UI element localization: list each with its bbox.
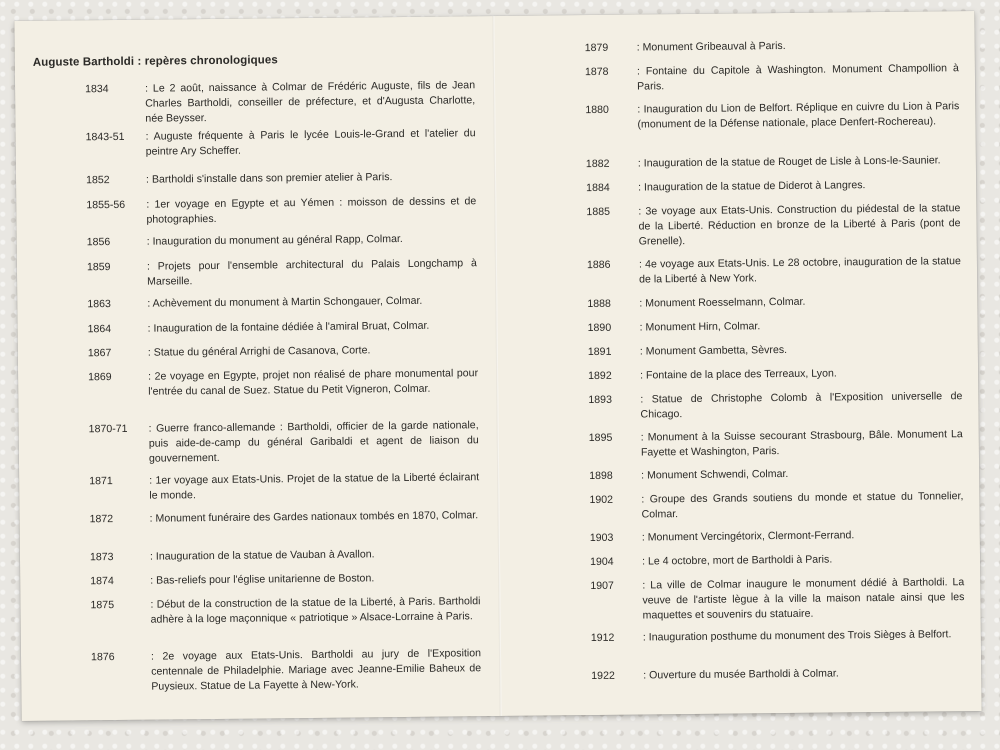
- entry-year: 1834: [85, 83, 109, 96]
- center-fold: [492, 16, 501, 716]
- entry-text: : Monument Roesselmann, Colmar.: [639, 295, 806, 310]
- entry-year: 1885: [586, 205, 611, 219]
- entry-year: 1875: [90, 599, 115, 612]
- entry-text: : Inauguration de la fontaine dédiée à l'amiral Bruat, Colmar.: [147, 319, 430, 335]
- entry-text: : Bas-reliefs pour l'église unitarienne de Boston.: [150, 572, 375, 587]
- entry-text: : Monument Gribeauval à Paris.: [636, 39, 786, 54]
- entry-text: : Ouverture du musée Bartholdi à Colmar.: [643, 667, 839, 682]
- entry-text: : Monument à la Suisse secourant Strasbourg, Bâle. Monument La Fayette et Washington, Paris.: [640, 428, 963, 459]
- entry-text: : Inauguration de la statue de Vauban à Avallon.: [149, 548, 375, 563]
- entry-year: 1856: [86, 236, 111, 249]
- entry-year: 1882: [585, 157, 610, 171]
- entry-year: 1884: [586, 181, 610, 195]
- entry-year: 1902: [589, 493, 614, 507]
- entry-year: 1870-71: [88, 422, 128, 436]
- entry-year: 1863: [87, 298, 111, 311]
- entry-year: 1878: [584, 65, 609, 79]
- entry-year: 1893: [588, 393, 613, 407]
- entry-year: 1852: [85, 174, 110, 187]
- entry-text: : Achèvement du monument à Martin Schongauer, Colmar.: [147, 294, 423, 310]
- entry-year: 1904: [589, 555, 614, 569]
- entry-text: : Guerre franco-allemande : Bartholdi, officier de la garde nationale, puis aide-de-camp du général Garibaldi et agent de liaison du gouvernement.: [148, 419, 479, 465]
- entry-year: 1872: [89, 513, 114, 526]
- entry-text: : Monument funéraire des Gardes nationaux tombés en 1870, Colmar.: [149, 509, 479, 525]
- entry-year: 1886: [586, 258, 611, 272]
- entry-year: 1871: [89, 475, 113, 488]
- entry-text: : Statue de Christophe Colomb à l'Exposition universelle de Chicago.: [640, 390, 963, 421]
- entry-text: : Inauguration du monument au général Rapp, Colmar.: [146, 232, 403, 248]
- entry-year: 1895: [588, 431, 613, 445]
- entry-year: 1879: [584, 41, 609, 55]
- entry-year: 1888: [587, 297, 611, 311]
- entry-text: : Début de la construction de la statue de la Liberté, à Paris. Bartholdi adhère à la loge maçonnique « patriotique » Alsace-Lorraine à Paris.: [150, 595, 481, 626]
- entry-year: 1859: [86, 261, 111, 274]
- entry-text: : Inauguration de la statue de Diderot à Langres.: [638, 179, 866, 194]
- entry-year: 1867: [87, 347, 112, 360]
- entry-text: : Monument Hirn, Colmar.: [639, 320, 761, 334]
- entry-year: 1874: [90, 575, 114, 588]
- entry-text: : Monument Schwendi, Colmar.: [641, 467, 789, 482]
- entry-text: : 3e voyage aux Etats-Unis. Construction du piédestal de la statue de la Liberté. Réduction en bronze de la Liberté à Paris (pont de Grenelle).: [638, 202, 961, 248]
- entry-year: 1898: [589, 469, 613, 483]
- entry-text: : Inauguration de la statue de Rouget de Lisle à Lons-le-Saunier.: [637, 154, 941, 170]
- right-column: [584, 11, 965, 683]
- entry-text: : Inauguration du Lion de Belfort. Réplique en cuivre du Lion à Paris (monument de la Défense nationale, place Denfert-Rochereau).: [637, 100, 960, 131]
- entry-year: 1891: [587, 345, 612, 359]
- entry-text: : Inauguration posthume du monument des Trois Sièges à Belfort.: [642, 628, 952, 644]
- entry-text: : 1er voyage en Egypte et au Yémen : moisson de dessins et de photographies.: [146, 195, 477, 226]
- entry-year: 1880: [585, 103, 609, 117]
- entry-text: : Monument Vercingétorix, Clermont-Ferrand.: [641, 529, 855, 544]
- entry-text: : Groupe des Grands soutiens du monde et statue du Tonnelier, Colmar.: [641, 490, 964, 521]
- entry-text: : Projets pour l'ensemble architectural du Palais Longchamp à Marseille.: [146, 257, 477, 288]
- entry-text: : Statue du général Arrighi de Casanova, Corte.: [147, 344, 371, 359]
- entry-text: : 2e voyage aux Etats-Unis. Bartholdi au jury de l'Exposition centennale de Philadelphie. Mariage avec Jeanne-Emilie Baheux de Puysieux. Statue de La Fayette à New-York.: [150, 647, 482, 693]
- entry-text: : Fontaine de la place des Terreaux, Lyon.: [640, 367, 837, 382]
- entry-year: 1922: [591, 669, 615, 683]
- entry-text: : 2e voyage en Egypte, projet non réalisé de phare monumental pour l'entrée du canal de Suez. Statue du Petit Vigneron, Colmar.: [148, 367, 479, 398]
- entry-text: : 1er voyage aux Etats-Unis. Projet de la statue de la Liberté éclairant le monde.: [149, 471, 480, 502]
- entry-year: 1907: [590, 579, 614, 593]
- entry-year: 1903: [589, 531, 614, 545]
- entry-text: : La ville de Colmar inaugure le monument dédié à Bartholdi. La veuve de l'artiste lègue à la ville la maison natale ainsi que les maquettes et souvenirs du statuaire.: [642, 576, 965, 622]
- entry-year: 1873: [89, 551, 114, 564]
- entry-text: : Le 2 août, naissance à Colmar de Frédéric Auguste, fils de Jean Charles Bartholdi, conseiller de préfecture, et d'Augusta Charlotte, née Beysser.: [145, 79, 476, 125]
- entry-text: : Bartholdi s'installe dans son premier atelier à Paris.: [145, 171, 393, 186]
- entry-year: 1912: [590, 631, 615, 645]
- entry-text: : Fontaine du Capitole à Washington. Monument Champollion à Paris.: [636, 62, 959, 93]
- entry-text: : Le 4 octobre, mort de Bartholdi à Paris.: [641, 553, 833, 568]
- entry-text: : Monument Gambetta, Sèvres.: [639, 343, 788, 358]
- entry-text: : Auguste fréquente à Paris le lycée Louis-le-Grand et l'atelier du peintre Ary Scheffer.: [145, 127, 476, 158]
- entry-year: 1890: [587, 321, 612, 335]
- entry-year: 1892: [588, 369, 612, 383]
- entry-text: : 4e voyage aux Etats-Unis. Le 28 octobre, inauguration de la statue de la Liberté à New York.: [638, 255, 961, 286]
- document-title: Auguste Bartholdi : repères chronologiques: [32, 54, 278, 69]
- entry-year: 1864: [87, 323, 112, 336]
- entry-year: 1869: [88, 371, 112, 384]
- entry-year: 1876: [90, 651, 115, 664]
- entry-year: 1843-51: [85, 130, 125, 144]
- chronology-card: [14, 11, 981, 721]
- entry-year: 1855-56: [86, 198, 126, 212]
